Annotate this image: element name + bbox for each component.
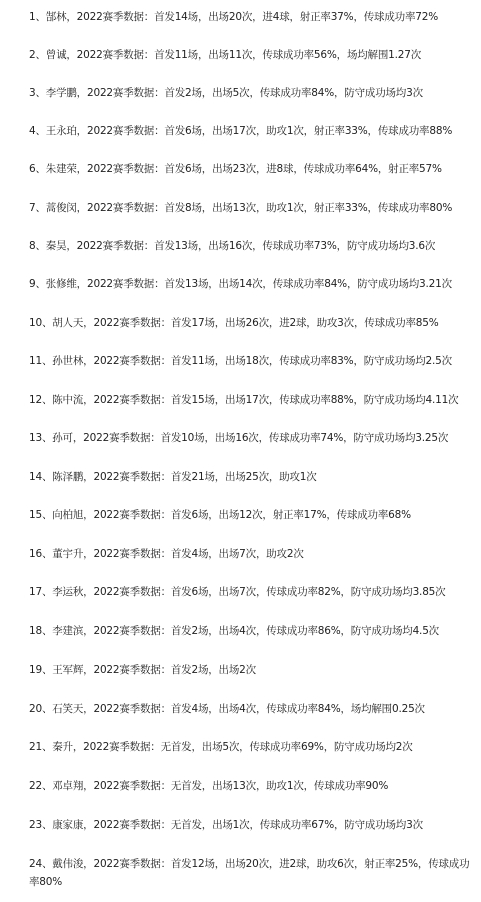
list-item: 4、王永珀，2022赛季数据：首发6场，出场17次，助攻1次，射正率33%，传球成功率88% (29, 125, 453, 137)
list-item: 10、胡人天，2022赛季数据：首发17场，出场26次，进2球，助攻3次，传球成功率85% (29, 317, 439, 329)
list-item: 6、朱建荣，2022赛季数据：首发6场，出场23次，进8球，传球成功率64%，射正率57% (29, 163, 442, 175)
list-item: 9、张修维，2022赛季数据：首发13场，出场14次，传球成功率84%，防守成功场均3.21次 (29, 278, 452, 290)
list-item: 12、陈中流，2022赛季数据：首发15场，出场17次，传球成功率88%，防守成功场均4.11次 (29, 394, 459, 406)
list-item: 19、王军辉，2022赛季数据：首发2场，出场2次 (29, 664, 256, 676)
list-item: 24、戴伟浚，2022赛季数据：首发12场，出场20次，进2球，助攻6次，射正率25%，传球成功率80% (29, 858, 470, 888)
list-item: 15、向柏旭，2022赛季数据：首发6场，出场12次，射正率17%，传球成功率68% (29, 509, 411, 521)
list-item: 14、陈泽鹏，2022赛季数据：首发21场，出场25次，助攻1次 (29, 471, 317, 483)
list-item: 8、秦昊，2022赛季数据：首发13场，出场16次，传球成功率73%，防守成功场均3.6次 (29, 240, 436, 252)
list-item: 16、董宇升，2022赛季数据：首发4场，出场7次，助攻2次 (29, 548, 304, 560)
list-item: 21、秦升，2022赛季数据：无首发，出场5次，传球成功率69%，防守成功场均2次 (29, 741, 413, 753)
list-item: 23、康家康，2022赛季数据：无首发，出场1次，传球成功率67%，防守成功场均3次 (29, 819, 423, 831)
list-item: 18、李建滨，2022赛季数据：首发2场，出场4次，传球成功率86%，防守成功场均4.5次 (29, 625, 439, 637)
list-item: 17、李运秋，2022赛季数据：首发6场，出场7次，传球成功率82%，防守成功场均3.85次 (29, 586, 446, 598)
list-item: 11、孙世林，2022赛季数据：首发11场，出场18次，传球成功率83%，防守成功场均2.5次 (29, 355, 452, 367)
list-item: 3、李学鹏，2022赛季数据：首发2场，出场5次，传球成功率84%，防守成功场均3次 (29, 87, 423, 99)
list-item: 13、孙可，2022赛季数据：首发10场，出场16次，传球成功率74%，防守成功场均3.25次 (29, 432, 449, 444)
list-item: 20、石笑天，2022赛季数据：首发4场，出场4次，传球成功率84%，场均解围0.25次 (29, 703, 425, 715)
list-item: 22、邓卓翔，2022赛季数据：无首发，出场13次，助攻1次，传球成功率90% (29, 780, 389, 792)
list-item: 7、蒿俊闵，2022赛季数据：首发8场，出场13次，助攻1次，射正率33%，传球成功率80% (29, 202, 453, 214)
list-item: 1、郜林，2022赛季数据：首发14场，出场20次，进4球，射正率37%，传球成功率72% (29, 11, 438, 23)
list-item: 2、曾诚，2022赛季数据：首发11场，出场11次，传球成功率56%，场均解围1.27次 (29, 49, 422, 61)
